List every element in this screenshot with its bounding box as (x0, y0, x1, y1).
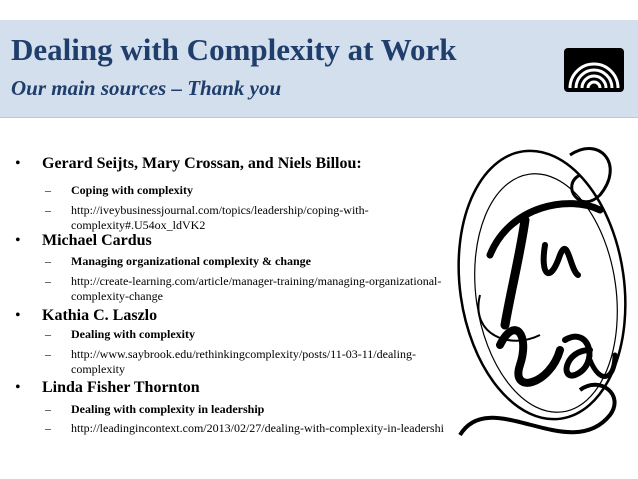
arches-logo-icon (564, 48, 624, 92)
bullet: • (15, 232, 21, 249)
author-name: Linda Fisher Thornton (42, 379, 200, 396)
source-url-part: complexity-change (71, 289, 163, 303)
slide-subtitle: Our main sources – Thank you (11, 76, 282, 100)
source-title: Coping with complexity (71, 183, 194, 197)
bullet: • (15, 155, 21, 172)
source-url-part: complexity (71, 362, 125, 376)
source-url-part: complexity#.U54ox_ldVK2 (71, 218, 206, 232)
top-margin (0, 0, 638, 20)
dash: – (45, 203, 51, 217)
dash: – (45, 274, 51, 288)
bullet: • (15, 307, 21, 324)
source-url[interactable] (71, 274, 463, 304)
author-name: Michael Cardus (42, 232, 152, 249)
dash: – (45, 402, 51, 416)
source-url[interactable]: http://leadingincontext.com/2013/02/27/dealing-with-complexity-in-leadershi (71, 421, 444, 435)
source-url[interactable] (71, 347, 463, 377)
dash: – (45, 421, 51, 435)
slide-title: Dealing with Complexity at Work (11, 32, 457, 67)
source-url-part: http://iveybusinessjournal.com/topics/leadership/coping-with- (71, 203, 369, 217)
dash: – (45, 183, 51, 197)
source-url-part: http://create-learning.com/article/manager-training/managing-organizational- (71, 274, 442, 288)
dash: – (45, 254, 51, 268)
source-url[interactable] (71, 203, 463, 233)
author-name: Gerard Seijts, Mary Crossan, and Niels Billou: (42, 155, 362, 172)
source-url-part: http://www.saybrook.edu/rethinkingcomplexity/posts/11-03-11/dealing- (71, 347, 416, 361)
source-title: Dealing with complexity in leadership (71, 402, 265, 416)
bullet: • (15, 379, 21, 396)
dash: – (45, 327, 51, 341)
source-title: Managing organizational complexity & change (71, 254, 311, 268)
thank-you-calligraphy-image (450, 135, 630, 465)
source-title: Dealing with complexity (71, 327, 195, 341)
dash: – (45, 347, 51, 361)
author-name: Kathia C. Laszlo (42, 307, 158, 324)
